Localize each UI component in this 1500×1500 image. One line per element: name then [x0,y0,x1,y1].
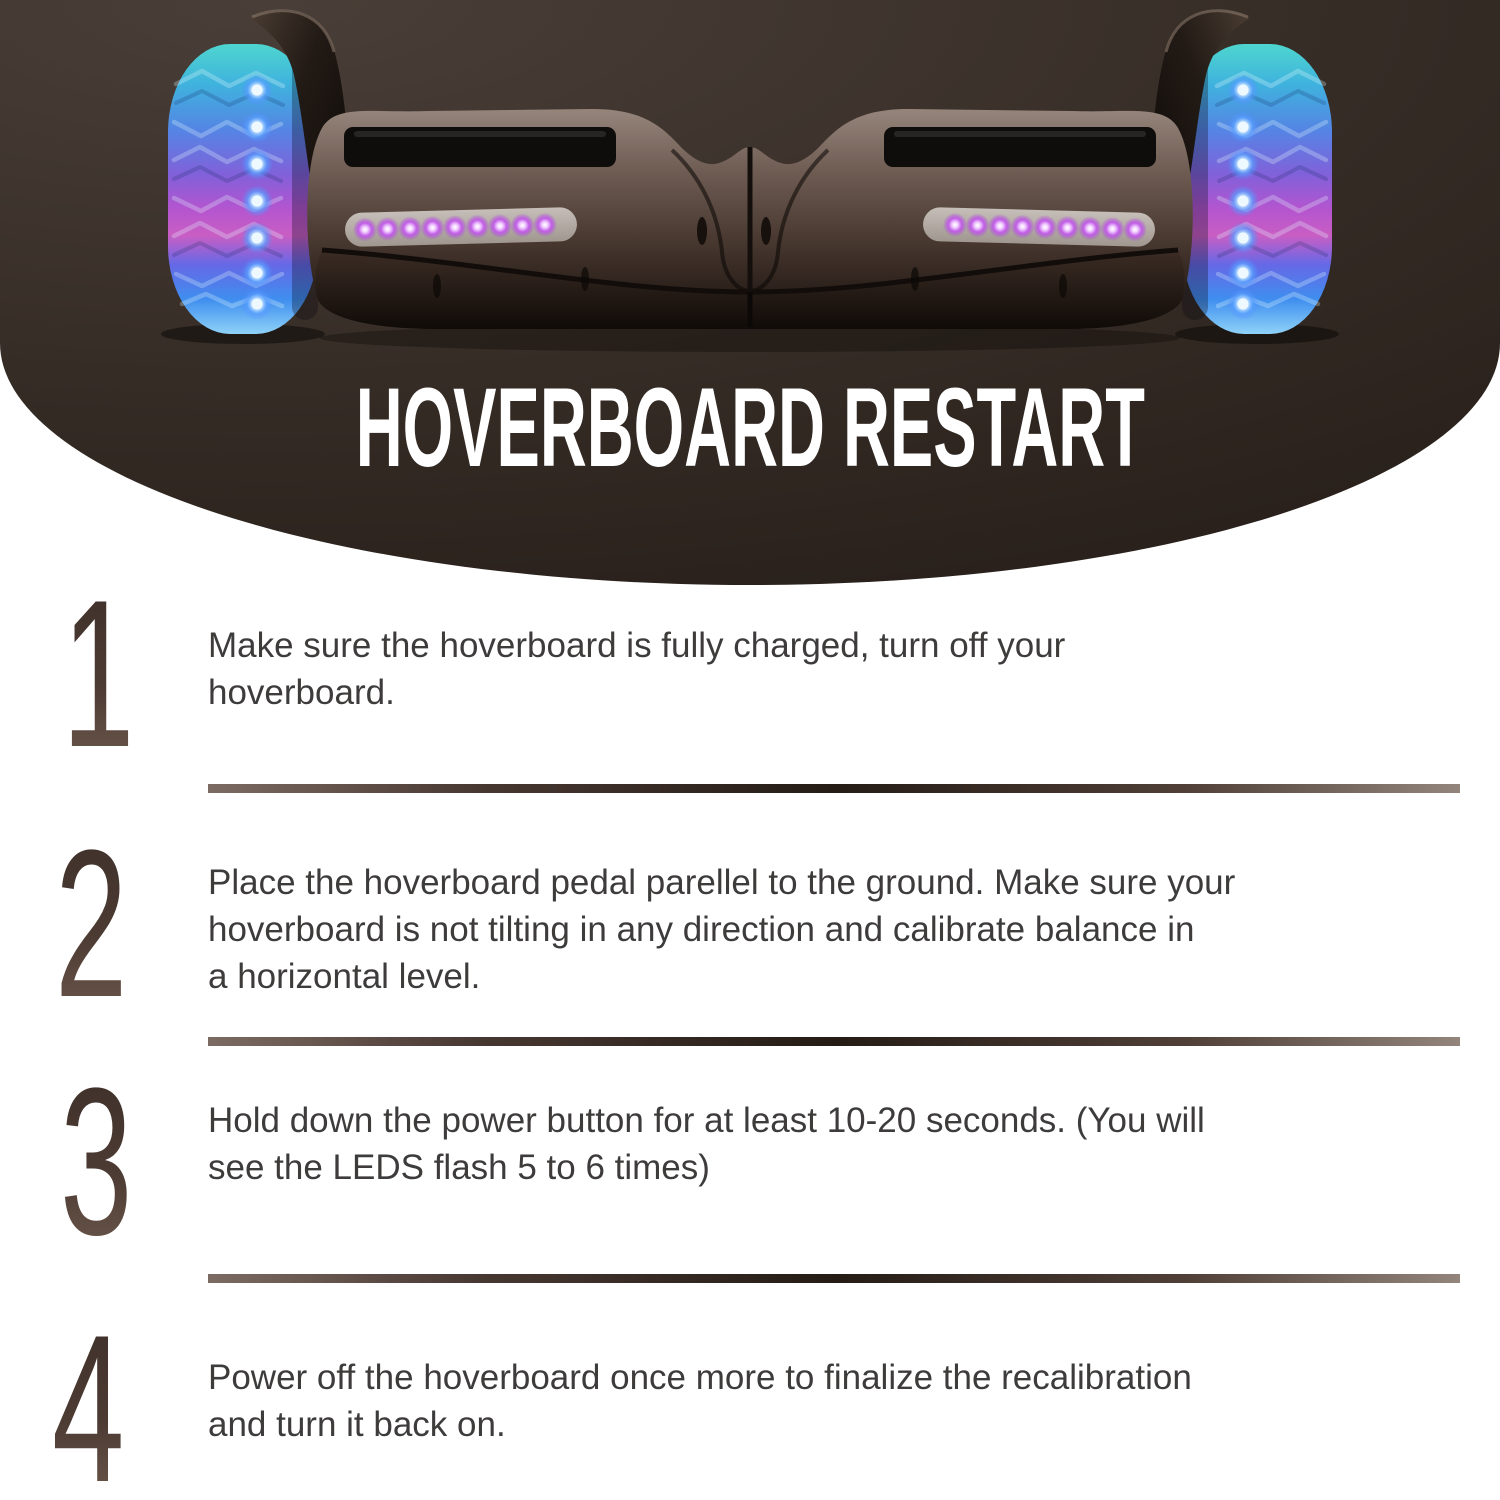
skirt-tick [581,267,589,291]
step-2-text [208,859,1235,1000]
divider [208,1037,1460,1046]
step-4-line: Power off the hoverboard once more to finalize the recalibration [208,1358,1192,1397]
divider [208,784,1460,793]
vent-slit-left [697,217,707,245]
led-strip-right [923,207,1156,247]
step-2-line: hoverboard is not tilting in any direction and calibrate balance in [208,910,1195,949]
led-strip-left [345,207,578,247]
divider [208,1274,1460,1283]
step-3-text [208,1097,1205,1191]
page-title [0,365,1500,490]
vent-slit-right [761,217,771,245]
step-3-line: Hold down the power button for at least 10-20 seconds. (You will [208,1101,1205,1140]
step-1-number: 1 [62,556,135,791]
step-3-line: see the LEDS flash 5 to 6 times) [208,1148,710,1187]
skirt-tick [433,274,441,298]
skirt-tick [911,267,919,291]
step-4-line: and turn it back on. [208,1405,506,1444]
foot-pad-left [344,127,616,167]
step-3-number: 3 [60,1044,133,1279]
step-2-line: a horizontal level. [208,957,481,996]
foot-pad-right [884,127,1156,167]
hoverboard-illustration [0,0,1500,585]
step-1-text [208,622,1065,716]
step-2-number: 2 [55,806,128,1041]
hero-section [0,0,1500,585]
skirt-tick [1059,274,1067,298]
step-1-line: Make sure the hoverboard is fully charged, turn off your [208,626,1066,665]
step-4-text [208,1354,1192,1448]
step-4-number: 4 [52,1304,124,1500]
step-2-line: Place the hoverboard pedal parellel to the ground. Make sure your [208,863,1236,902]
step-1-line: hoverboard. [208,673,395,712]
page-title-text: HOVERBOARD RESTART [355,365,1145,490]
